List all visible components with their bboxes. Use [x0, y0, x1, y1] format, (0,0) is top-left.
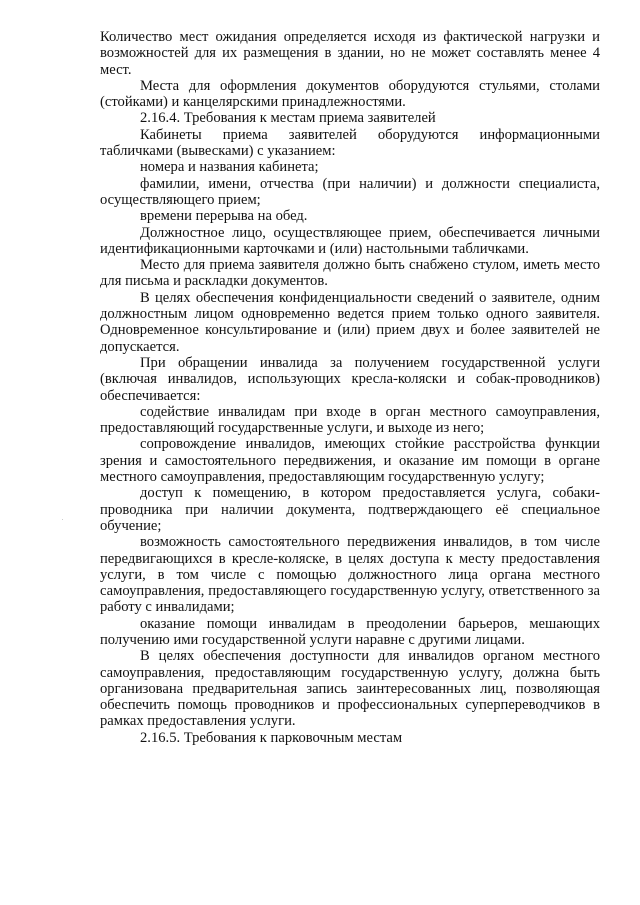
section-heading-2-16-5: 2.16.5. Требования к парковочным местам [140, 729, 403, 746]
section-heading-2-16-4: 2.16.4. Требования к местам приема заявителей [140, 110, 436, 127]
paragraph-waiting-places: Количество мест ожидания определяется исходя из фактической нагрузки и возможностей для их размещения в здании, но не может составлять менее 4 мест. [100, 29, 600, 78]
list-item-entry-assistance: содействие инвалидам при входе в орган местного самоуправления, предоставляющий государственные услуги, и выходе из него; [100, 403, 600, 437]
document-body [100, 29, 600, 746]
paragraph-offices-signs: Кабинеты приема заявителей оборудуются информационными табличками (вывесками) с указанием: [100, 126, 600, 160]
paragraph-preregistration: В целях обеспечения доступности для инвалидов органом местного самоуправления, предоставляющим государственную услугу, должна быть организована предварительная запись заинтересованных лиц, позволяющая обеспечить помощь проводников и профессиональных суперпереводчиков в рамках предоставления услуги. [100, 648, 600, 730]
paragraph-official-cards: Должностное лицо, осуществляющее прием, обеспечивается личными идентификационными карточками и (или) настольными табличками. [100, 224, 600, 257]
paragraph-document-places: Места для оформления документов оборудуются стульями, столами (стойками) и канцелярскими принадлежностями. [100, 77, 600, 111]
scan-artifact [62, 519, 63, 520]
list-item-lunch-break: времени перерыва на обед. [140, 208, 308, 225]
paragraph-reception-place: Место для приема заявителя должно быть снабжено стулом, иметь место для письма и раскладки документов. [100, 257, 600, 290]
list-item-specialist-name: фамилии, имени, отчества (при наличии) и должности специалиста, осуществляющего прием; [100, 175, 600, 208]
list-item-barrier-help: оказание помощи инвалидам в преодолении барьеров, мешающих получению ими государственной услуги наравне с другими лицами. [100, 615, 600, 648]
list-item-independent-movement: возможность самостоятельного передвижения инвалидов, в том числе передвигающихся в кресле-коляске, в целях доступа к месту предоставления услуги, в том числе с помощью должностного лица органа местного самоуправления, предоставляющего государственную услугу, ответственного за работу с инвалидами; [100, 534, 600, 616]
list-item-office-number: номера и названия кабинета; [140, 159, 319, 176]
paragraph-disabled-access-intro: При обращении инвалида за получением государственной услуги (включая инвалидов, использующих кресла-коляски и собак-проводников) обеспечивается: [100, 354, 600, 404]
list-item-escort: сопровождение инвалидов, имеющих стойкие расстройства функции зрения и самостоятельного передвижения, и оказание им помощи в органе местного самоуправления, предоставляющим государственную услугу; [100, 436, 600, 486]
list-item-guide-dog-access: доступ к помещению, в котором предоставляется услуга, собаки-проводника при наличии документа, подтверждающего её специальное обучение; [100, 485, 600, 534]
paragraph-confidentiality: В целях обеспечения конфиденциальности сведений о заявителе, одним должностным лицом одновременно ведется прием только одного заявителя. Одновременное консультирование и (или) прием двух и более заявителей не допускается. [100, 289, 600, 355]
